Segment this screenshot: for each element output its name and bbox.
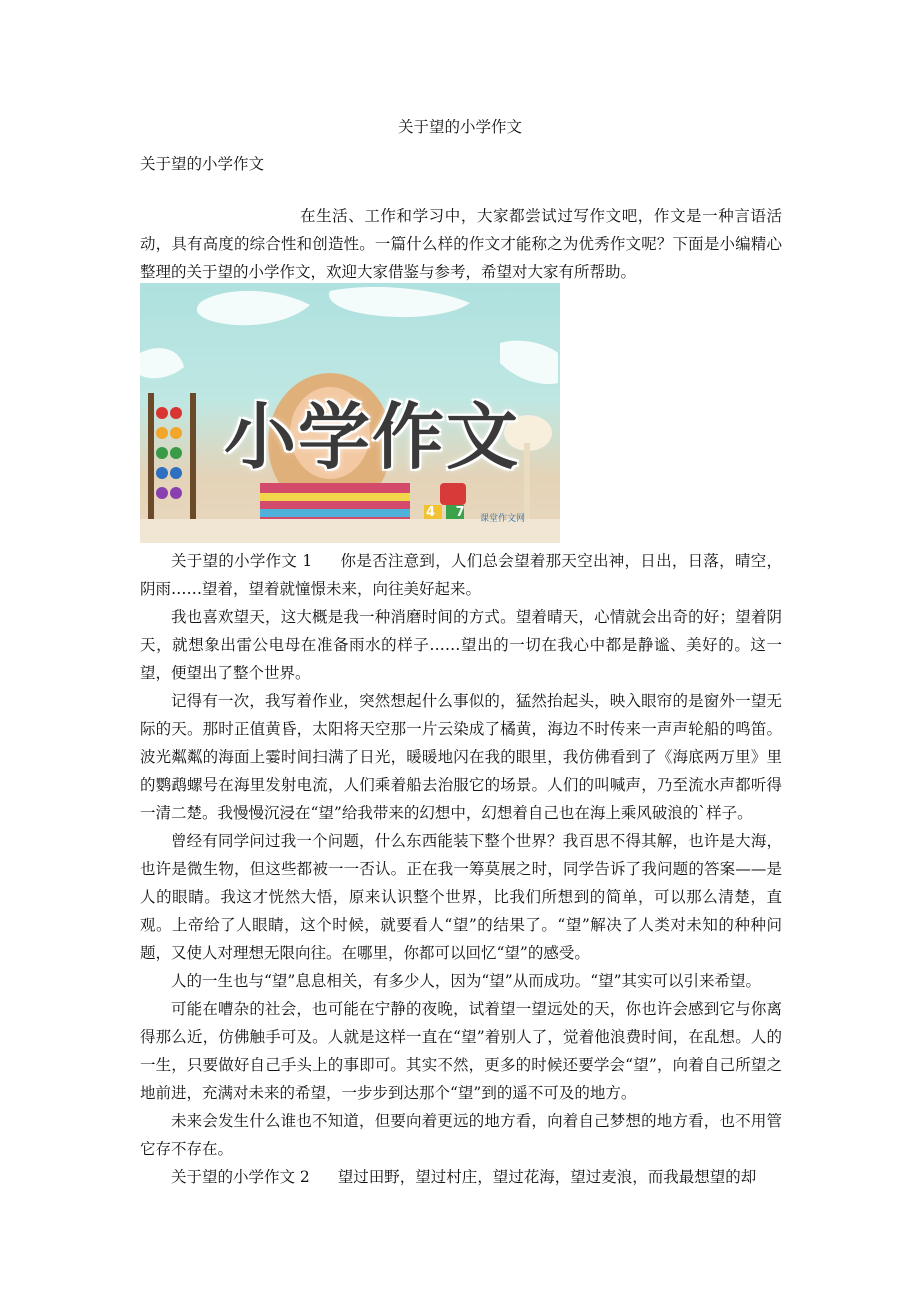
illustration-caption: 小学作文 bbox=[224, 395, 521, 479]
essay-2-opening bbox=[140, 1163, 782, 1191]
paragraph: 记得有一次，我写着作业，突然想起什么事似的，猛然抬起头，映入眼帘的是窗外一望无际的天。那时正值黄昏，太阳将天空那一片云染成了橘黄，海边不时传来一声声轮船的鸣笛。波光粼粼的海面上霎时间扫满了日光，暖暖地闪在我的眼里，我仿佛看到了《海底两万里》里的鹦鹉螺号在海里发射电流，人们乘着船去治服它的场景。人们的叫喊声，乃至流水声都听得一清二楚。我慢慢沉浸在“望”给我带来的幻想中，幻想着自己也在海上乘风破浪的`样子。 bbox=[140, 692, 782, 822]
essay-1-first-sentence: 你是否注意到，人们总会望着那天空出神，日出，日落，晴空，阴雨……望着，望着就憧憬未来，向往美好起来。 bbox=[140, 552, 782, 598]
watermark-logo: 课堂作文网 bbox=[480, 514, 526, 524]
essay-2-heading: 关于望的小学作文 2 bbox=[171, 1168, 310, 1186]
badge-numbers: 4 7 bbox=[426, 505, 473, 520]
paragraph: 曾经有同学问过我一个问题，什么东西能装下整个世界？我百思不得其解，也许是大海，也许是微生物，但这些都被一一否认。正在我一筹莫展之时，同学告诉了我问题的答案——是人的眼睛。我这才恍然大悟，原来认识整个世界，比我们所想到的简单，可以那么清楚，直观。上帝给了人眼睛，这个时候，就要看人“望”的结果了。“望”解决了人类对未知的种种问题，又使人对理想无限向往。在哪里，你都可以回忆“望”的感受。 bbox=[140, 832, 782, 962]
paragraph: 人的一生也与“望”息息相关，有多少人，因为“望”从而成功。“望”其实可以引来希望。 bbox=[171, 972, 762, 990]
essay-1-heading: 关于望的小学作文 1 bbox=[171, 552, 313, 570]
paragraph: 我也喜欢望天，这大概是我一种消磨时间的方式。望着晴天，心情就会出奇的好；望着阴天，就想象出雷公电母在准备雨水的样子……望出的一切在我心中都是静谧、美好的。这一望，便望出了整个世界。 bbox=[140, 608, 782, 682]
document-subtitle: 关于望的小学作文 bbox=[140, 155, 265, 173]
illustration-image bbox=[140, 283, 560, 543]
document-title: 关于望的小学作文 bbox=[397, 118, 522, 136]
paragraph: 未来会发生什么谁也不知道，但要向着更远的地方看，向着自己梦想的地方看，也不用管它存不存在。 bbox=[140, 1112, 782, 1158]
essay-2-first-sentence: 望过田野，望过村庄，望过花海，望过麦浪，而我最想望的却 bbox=[337, 1168, 757, 1186]
paragraph: 可能在嘈杂的社会，也可能在宁静的夜晚，试着望一望远处的天，你也许会感到它与你离得那么近，仿佛触手可及。人就是这样一直在“望”着别人了，觉着他浪费时间，在乱想。人的一生，只要做好自己手头上的事即可。其实不然，更多的时候还要学会“望”，向着自己所望之地前进，充满对未来的希望，一步步到达那个“望”到的遥不可及的地方。 bbox=[140, 1000, 782, 1102]
intro-paragraph: 在生活、工作和学习中，大家都尝试过写作文吧，作文是一种言语活动，具有高度的综合性和创造性。一篇什么样的作文才能称之为优秀作文呢？下面是小编精心整理的关于望的小学作文，欢迎大家借鉴与参考，希望对大家有所帮助。 bbox=[140, 207, 782, 281]
essay-1-opening bbox=[140, 547, 782, 603]
